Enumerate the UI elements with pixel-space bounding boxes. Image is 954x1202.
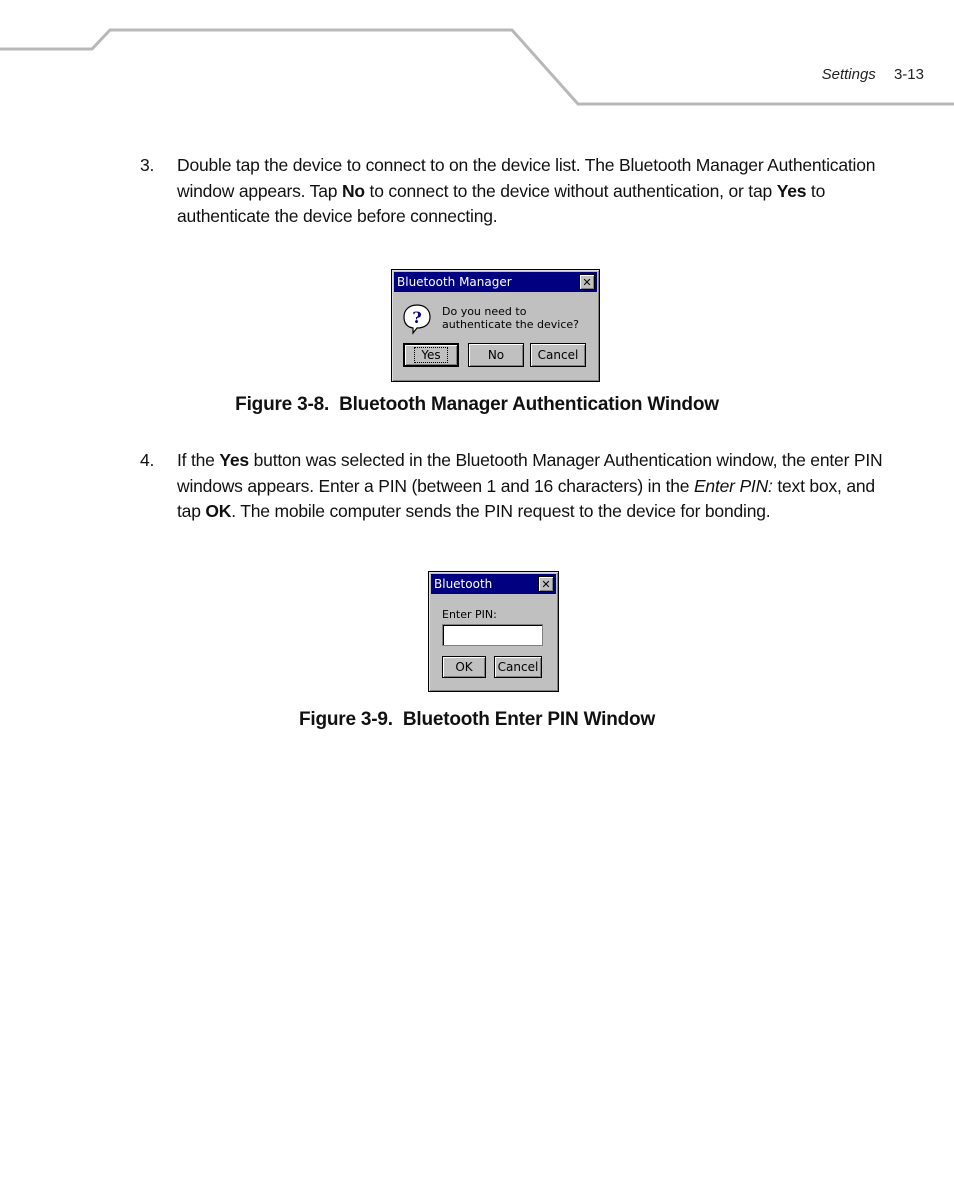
step-text: Double tap the device to connect to on the device list. The Bluetooth Manager Authentication window appears. Tap No to connect to the device without authentication, or tap Yes to authenticate the device before connecting. [177, 155, 876, 226]
italic-enter-pin: Enter PIN: [693, 475, 773, 496]
bluetooth-manager-dialog [391, 269, 600, 382]
header-rule [0, 0, 954, 110]
bold-no: No [341, 180, 365, 201]
cancel-button[interactable]: Cancel [494, 656, 542, 678]
bold-yes: Yes [219, 450, 249, 470]
cancel-button[interactable]: Cancel [530, 343, 586, 367]
figure-3-9-caption [0, 709, 954, 731]
close-icon[interactable]: ✕ [538, 576, 554, 592]
step-number: 4. [140, 450, 155, 470]
step-number: 3. [140, 155, 155, 175]
yes-button[interactable]: Yes [403, 343, 459, 367]
pin-input[interactable] [442, 624, 543, 646]
running-head [822, 66, 924, 83]
close-icon[interactable]: ✕ [579, 274, 595, 290]
step-3 [140, 153, 890, 230]
page-number: 3-13 [893, 66, 924, 83]
bold-ok: OK [205, 501, 232, 521]
step-4 [140, 448, 890, 525]
figure-label: Figure 3-9. [298, 709, 393, 730]
section-title: Settings [821, 66, 876, 83]
pin-field-label: Enter PIN: [442, 608, 497, 621]
no-button[interactable]: No [468, 343, 524, 367]
dialog-titlebar [431, 574, 556, 594]
question-icon [402, 303, 432, 335]
figure-3-8-caption [0, 394, 954, 416]
dialog-title: Bluetooth [434, 577, 493, 591]
dialog-titlebar [394, 272, 597, 292]
bluetooth-pin-dialog [428, 571, 559, 692]
bold-yes: Yes [776, 180, 807, 201]
figure-title: Bluetooth Enter PIN Window [402, 709, 656, 730]
ok-button[interactable]: OK [442, 656, 486, 678]
svg-text:?: ? [412, 308, 422, 327]
figure-title: Bluetooth Manager Authentication Window [339, 394, 719, 415]
dialog-message: Do you need to authenticate the device? [442, 305, 579, 331]
step-text: If the Yes button was selected in the Bluetooth Manager Authentication window, the enter PIN windows appears. Enter a PIN (between 1 and 16 characters) in the Enter PIN: text box, and tap OK. The mobile computer sends the PIN request to the device for bonding. [177, 450, 883, 521]
dialog-title: Bluetooth Manager [397, 275, 512, 289]
figure-label: Figure 3-8. [235, 394, 330, 415]
